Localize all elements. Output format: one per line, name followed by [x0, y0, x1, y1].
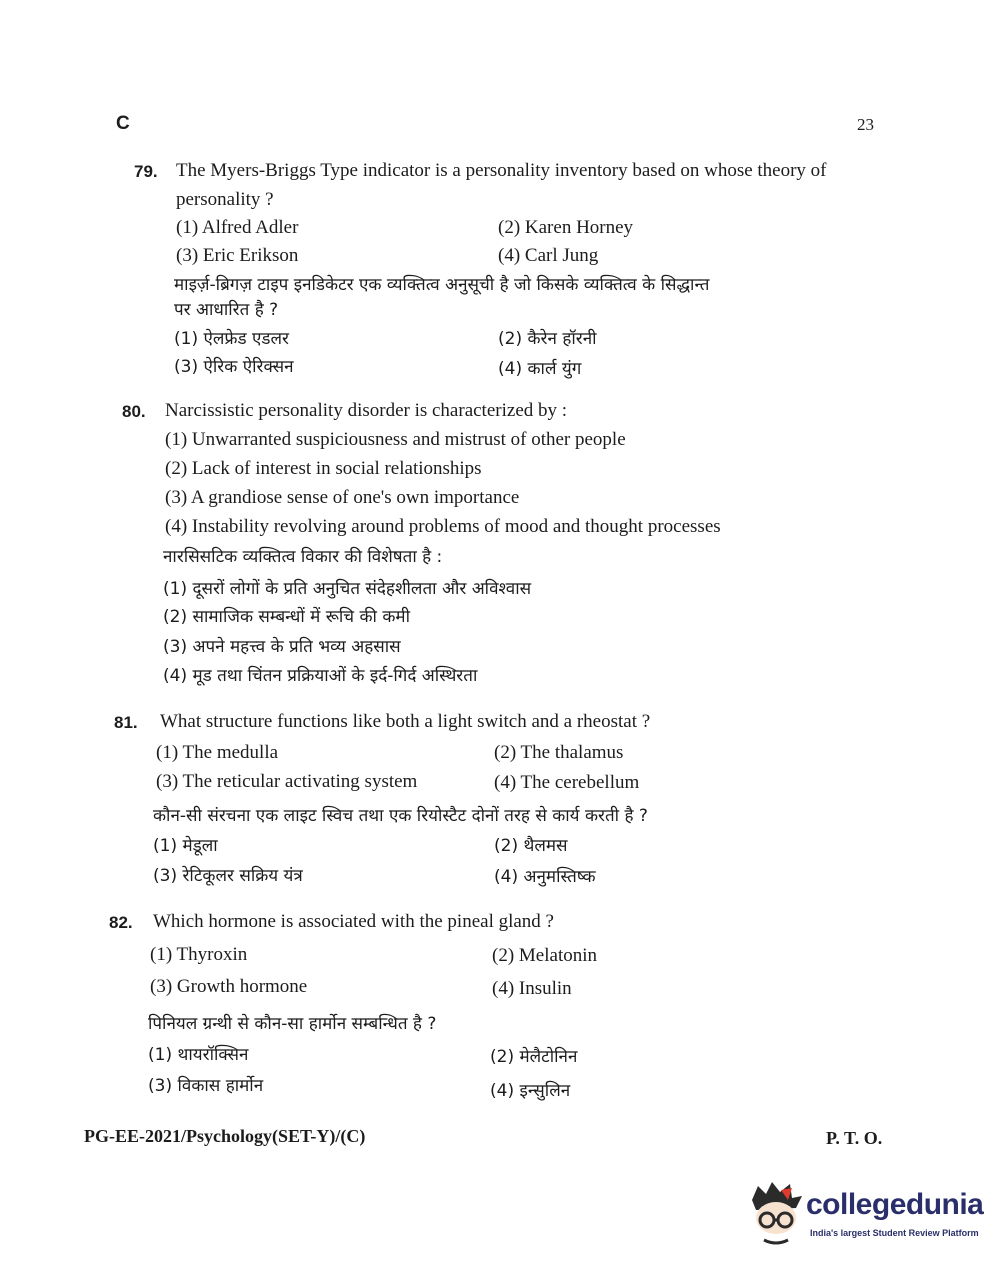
option-en: (2) Melatonin [492, 945, 598, 966]
pto-label: P. T. O. [826, 1128, 883, 1148]
option-hi: (1) थायरॉक्सिन [148, 1045, 249, 1065]
question-number: 80. [122, 402, 146, 421]
question-number: 79. [134, 162, 158, 181]
question-text-hi-line: कौन-सी संरचना एक लाइट स्विच तथा एक रियोस्टैट दोनों तरह से कार्य करती है ? [153, 806, 648, 826]
option-hi: (2) मेलैटोनिन [490, 1047, 578, 1067]
option-hi: (4) इन्सुलिन [490, 1081, 571, 1101]
option-en: (2) Karen Horney [498, 217, 634, 238]
brand-name: collegedunia [806, 1188, 984, 1221]
question-text-en-line: What structure functions like both a light switch and a rheostat ? [160, 711, 651, 732]
mascot-icon [748, 1178, 806, 1248]
option-hi: (2) सामाजिक सम्बन्धों में रूचि की कमी [163, 607, 410, 627]
option-en: (3) The reticular activating system [156, 771, 418, 792]
option-hi: (4) मूड तथा चिंतन प्रक्रियाओं के इर्द-गिर्द अस्थिरता [163, 666, 478, 686]
question-text-en-line: personality ? [176, 189, 274, 210]
option-en: (2) Lack of interest in social relationships [165, 458, 482, 479]
option-hi: (3) रेटिकूलर सक्रिय यंत्र [153, 866, 303, 886]
option-en: (2) The thalamus [494, 742, 624, 763]
question-text-en-line: Which hormone is associated with the pineal gland ? [153, 911, 554, 932]
option-en: (3) A grandiose sense of one's own importance [165, 487, 520, 508]
option-en: (1) Unwarranted suspiciousness and mistrust of other people [165, 429, 626, 450]
option-en: (4) Carl Jung [498, 245, 599, 266]
option-hi: (1) मेडूला [153, 836, 218, 856]
question-text-en-line: The Myers-Briggs Type indicator is a personality inventory based on whose theory of [176, 160, 827, 181]
option-hi: (2) थैलमस [494, 836, 568, 856]
option-en: (3) Growth hormone [150, 976, 308, 997]
option-hi: (3) विकास हार्मोन [148, 1076, 264, 1096]
option-hi: (1) दूसरों लोगों के प्रति अनुचित संदेहशीलता और अविश्वास [163, 579, 532, 599]
question-text-hi-line: नारसिसटिक व्यक्तित्व विकार की विशेषता है : [163, 547, 443, 567]
option-hi: (4) अनुमस्तिष्क [494, 867, 596, 887]
paper-code: PG-EE-2021/Psychology(SET-Y)/(C) [84, 1126, 366, 1146]
option-en: (3) Eric Erikson [176, 245, 299, 266]
question-number: 81. [114, 713, 138, 732]
option-en: (1) The medulla [156, 742, 279, 763]
option-hi: (3) अपने महत्त्व के प्रति भव्य अहसास [163, 637, 401, 657]
question-number: 82. [109, 913, 133, 932]
option-en: (4) Instability revolving around problems of mood and thought processes [165, 516, 721, 537]
brand-tagline: India's largest Student Review Platform [810, 1228, 979, 1238]
option-en: (1) Alfred Adler [176, 217, 299, 238]
option-en: (1) Thyroxin [150, 944, 248, 965]
option-hi: (2) कैरेन हॉरनी [498, 329, 597, 349]
page-number: 23 [857, 115, 874, 134]
option-hi: (3) ऐरिक ऐरिक्सन [174, 357, 294, 377]
option-en: (4) The cerebellum [494, 772, 640, 793]
question-text-en-line: Narcissistic personality disorder is characterized by : [165, 400, 568, 421]
question-text-hi-line: पिनियल ग्रन्थी से कौन-सा हार्मोन सम्बन्धित है ? [148, 1014, 437, 1034]
option-hi: (4) कार्ल युंग [498, 359, 582, 379]
question-text-hi-line: पर आधारित है ? [174, 300, 279, 320]
set-code: C [116, 113, 130, 134]
option-en: (4) Insulin [492, 978, 572, 999]
option-hi: (1) ऐलफ्रेड एडलर [174, 329, 289, 349]
question-text-hi-line: माइर्ज़-ब्रिगज़ टाइप इनडिकेटर एक व्यक्तित्व अनुसूची है जो किसके व्यक्तित्व के सिद्धान्त [174, 275, 710, 295]
